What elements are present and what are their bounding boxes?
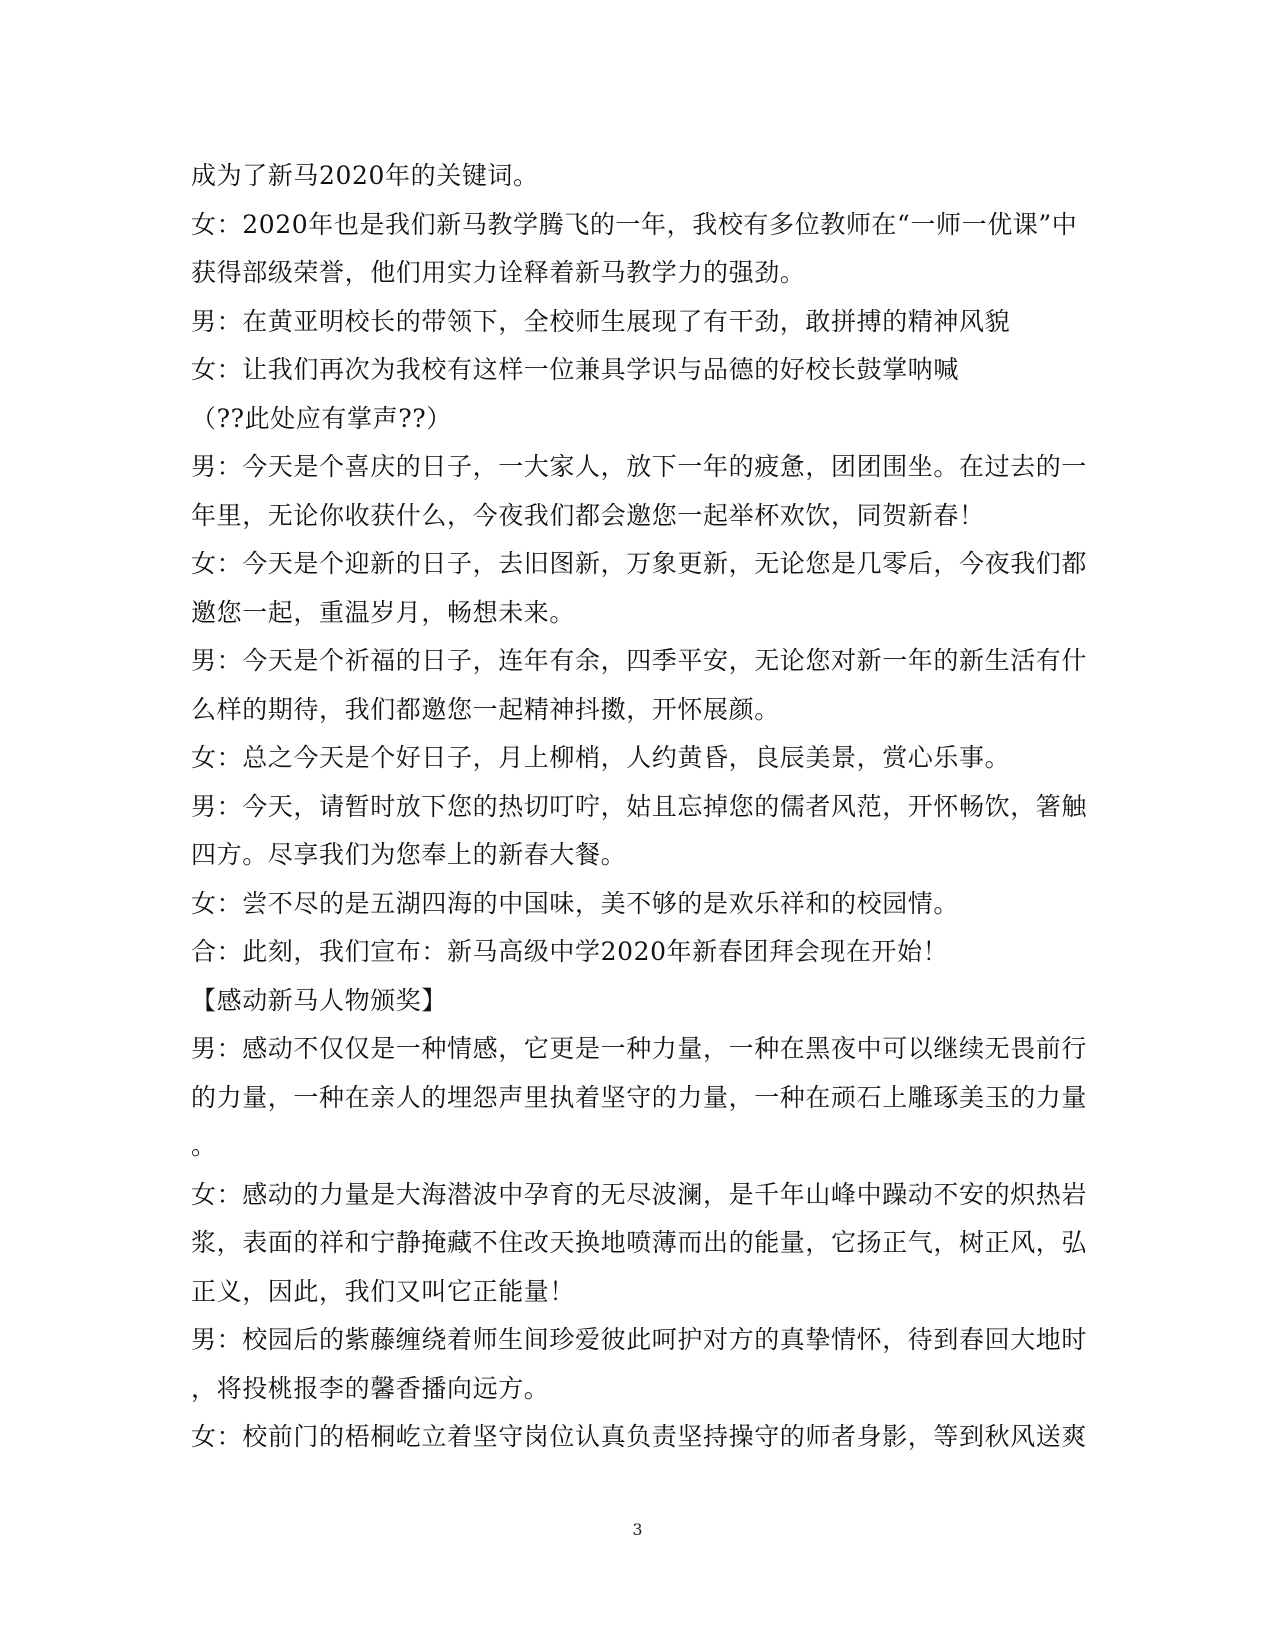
text-line: 合：此刻，我们宣布：新马高级中学2020年新春团拜会现在开始！ [191, 937, 949, 966]
page-number: 3 [632, 1520, 643, 1539]
text-line: （??此处应有掌声??） [191, 403, 452, 433]
text-line: ，将投桃报李的馨香播向远方。 [191, 1373, 550, 1403]
text-line: 浆，表面的祥和宁静掩藏不住改天换地喷薄而出的能量，它扬正气，树正风，弘 [191, 1228, 1088, 1257]
text-line: 四方。尽享我们为您奉上的新春大餐。 [191, 840, 627, 869]
text-line: 邀您一起，重温岁月，畅想未来。 [191, 597, 576, 627]
section-heading: 【感动新马人物颁奖】 [191, 985, 448, 1015]
text-line: 成为了新马2020年的关键词。 [191, 161, 539, 190]
text-line: 女：让我们再次为我校有这样一位兼具学识与品德的好校长鼓掌呐喊 [191, 355, 960, 384]
text-line: 男：感动不仅仅是一种情感，它更是一种力量，一种在黑夜中可以继续无畏前行 [191, 1034, 1088, 1063]
text-line: 年里，无论你收获什么，今夜我们都会邀您一起举杯欢饮，同贺新春！ [191, 500, 985, 530]
text-line: 女：尝不尽的是五湖四海的中国味，美不够的是欢乐祥和的校园情。 [191, 888, 960, 918]
text-line: 女：2020年也是我们新马教学腾飞的一年，我校有多位教师在“一师一优课”中 [191, 209, 1078, 239]
text-line: 男：校园后的紫藤缠绕着师生间珍爱彼此呵护对方的真挚情怀，待到春回大地时 [191, 1325, 1088, 1354]
text-line: 男：今天，请暂时放下您的热切叮咛，姑且忘掉您的儒者风范，开怀畅饮，箸触 [191, 791, 1088, 821]
text-line: 男：今天是个喜庆的日子，一大家人，放下一年的疲惫，团团围坐。在过去的一 [191, 452, 1088, 481]
text-line: 男：在黄亚明校长的带领下，全校师生展现了有干劲，敢拼搏的精神风貌 [191, 306, 1011, 336]
text-line: 获得部级荣誉，他们用实力诠释着新马教学力的强劲。 [191, 258, 806, 287]
text-line: 么样的期待，我们都邀您一起精神抖擞，开怀展颜。 [191, 694, 780, 724]
text-line: 女：总之今天是个好日子，月上柳梢，人约黄昏，良辰美景，赏心乐事。 [191, 743, 1011, 772]
document-body [191, 152, 1088, 1462]
text-line: 。 [191, 1131, 217, 1160]
text-line: 正义，因此，我们又叫它正能量！ [191, 1276, 576, 1306]
text-line: 女：校前门的梧桐屹立着坚守岗位认真负责坚持操守的师者身影，等到秋风送爽 [191, 1422, 1088, 1451]
text-line: 女：今天是个迎新的日子，去旧图新，万象更新，无论您是几零后，今夜我们都 [191, 549, 1088, 578]
text-line: 男：今天是个祈福的日子，连年有余，四季平安，无论您对新一年的新生活有什 [191, 646, 1088, 675]
text-line: 女：感动的力量是大海潜波中孕育的无尽波澜，是千年山峰中躁动不安的炽热岩 [191, 1179, 1088, 1209]
text-line: 的力量，一种在亲人的埋怨声里执着坚守的力量，一种在顽石上雕琢美玉的力量 [191, 1082, 1088, 1112]
